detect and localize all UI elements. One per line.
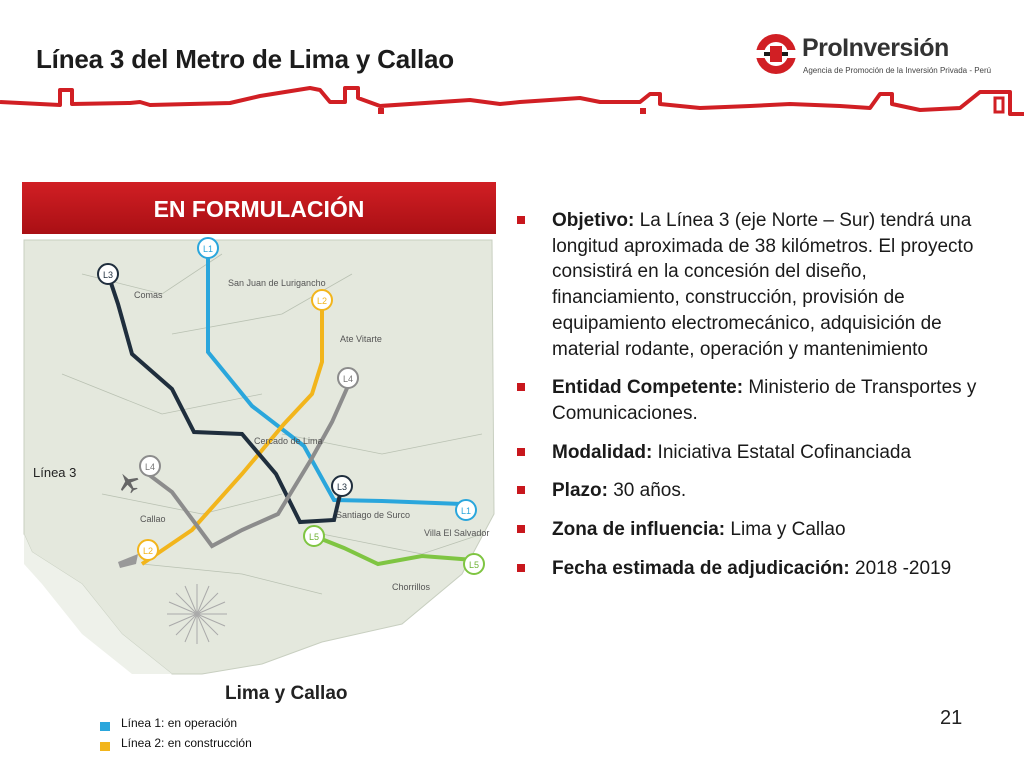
bullet-fecha: [514, 556, 994, 582]
bullet-square-icon: [517, 216, 525, 224]
badge-l3-north: [98, 264, 118, 284]
badge-l2-west-label: L2: [142, 546, 154, 556]
bullet-label: Plazo:: [552, 480, 608, 502]
bullet-text: Lima y Callao: [725, 519, 846, 541]
page-number: 21: [940, 707, 963, 729]
badge-l2-west: [138, 540, 158, 560]
place-callao: Callao: [140, 514, 166, 524]
bullet-entidad: [514, 375, 994, 426]
bullet-text: La Línea 3 (eje Norte – Sur) tendrá una longitud aproximada de 38 kilómetros. El proyecto consistirá en la concesión del diseño, financiamiento, construcción, provisión de equipamiento electromecánico, adquisición de material rodante, operación y mantenimiento: [552, 210, 974, 360]
bullet-text: Ministerio de Transportes y Comunicaciones.: [552, 377, 977, 424]
map-caption: Lima y Callao: [225, 683, 348, 704]
bullet-square-icon: [517, 448, 525, 456]
slide-title: Línea 3 del Metro de Lima y Callao: [36, 44, 454, 74]
bullet-label: Modalidad:: [552, 441, 653, 463]
bullet-square-icon: [517, 486, 525, 494]
legend-swatch-line1: [100, 722, 110, 731]
badge-l1-north: [198, 238, 218, 258]
proinversion-logo: [752, 28, 992, 86]
place-comas: Comas: [134, 290, 163, 300]
legend-swatch-line2: [100, 742, 110, 751]
bullet-objetivo: [514, 208, 994, 362]
project-details-list: [514, 208, 994, 594]
place-cercado: Cercado de Lima: [254, 436, 323, 446]
legend-label-line1: Línea 1: en operación: [121, 716, 238, 730]
status-banner: [22, 182, 496, 236]
badge-l3-south: [332, 476, 352, 496]
place-villa-el-salvador: Villa El Salvador: [424, 528, 490, 538]
badge-l3-north-label: L3: [102, 270, 114, 280]
line3-side-label: Línea 3: [33, 465, 77, 480]
bullet-text: 30 años.: [607, 480, 687, 502]
badge-l5-east-label: L5: [468, 560, 480, 570]
place-chorrillos: Chorrillos: [392, 582, 431, 592]
bullet-zona: [514, 517, 994, 543]
bullet-label: Zona de influencia:: [552, 519, 726, 541]
bullet-square-icon: [517, 383, 525, 391]
bullet-modalidad: [514, 440, 994, 466]
legend-label-line2: Línea 2: en construcción: [121, 736, 252, 750]
compass-rose-icon: [167, 584, 227, 644]
bullet-label: Entidad Competente:: [552, 377, 744, 399]
badge-l1-south: [456, 500, 476, 520]
badge-l5-west: [304, 526, 324, 546]
bullet-square-icon: [517, 564, 525, 572]
bullet-text: 2018 -2019: [849, 557, 952, 579]
bullet-label: Fecha estimada de adjudicación:: [552, 557, 850, 579]
badge-l2-east: [312, 290, 332, 310]
badge-l1-north-label: L1: [202, 244, 214, 254]
metro-map: [22, 234, 496, 676]
place-surco: Santiago de Surco: [336, 510, 411, 520]
badge-l1-south-label: L1: [460, 506, 472, 516]
badge-l4-west: [140, 456, 160, 476]
badge-l4-west-label: L4: [144, 462, 156, 472]
logo-name: ProInversión: [802, 34, 949, 62]
skyline-decoration: [0, 80, 1024, 130]
bullet-plazo: [514, 478, 994, 504]
badge-l4-east: [338, 368, 358, 388]
status-banner-label: EN FORMULACIÓN: [153, 196, 365, 222]
badge-l4-east-label: L4: [342, 374, 354, 384]
proinversion-emblem-icon: [754, 32, 798, 76]
badge-l3-south-label: L3: [336, 482, 348, 492]
badge-l5-west-label: L5: [308, 532, 320, 542]
place-san-juan: San Juan de Lurigancho: [228, 278, 326, 288]
place-ate-vitarte: Ate Vitarte: [340, 334, 382, 344]
bullet-square-icon: [517, 525, 525, 533]
bullet-label: Objetivo:: [552, 210, 635, 231]
badge-l5-east: [464, 554, 484, 574]
bullet-text: Iniciativa Estatal Cofinanciada: [652, 441, 912, 463]
logo-subtitle: Agencia de Promoción de la Inversión Privada - Perú: [803, 66, 992, 75]
badge-l2-east-label: L2: [316, 296, 328, 306]
